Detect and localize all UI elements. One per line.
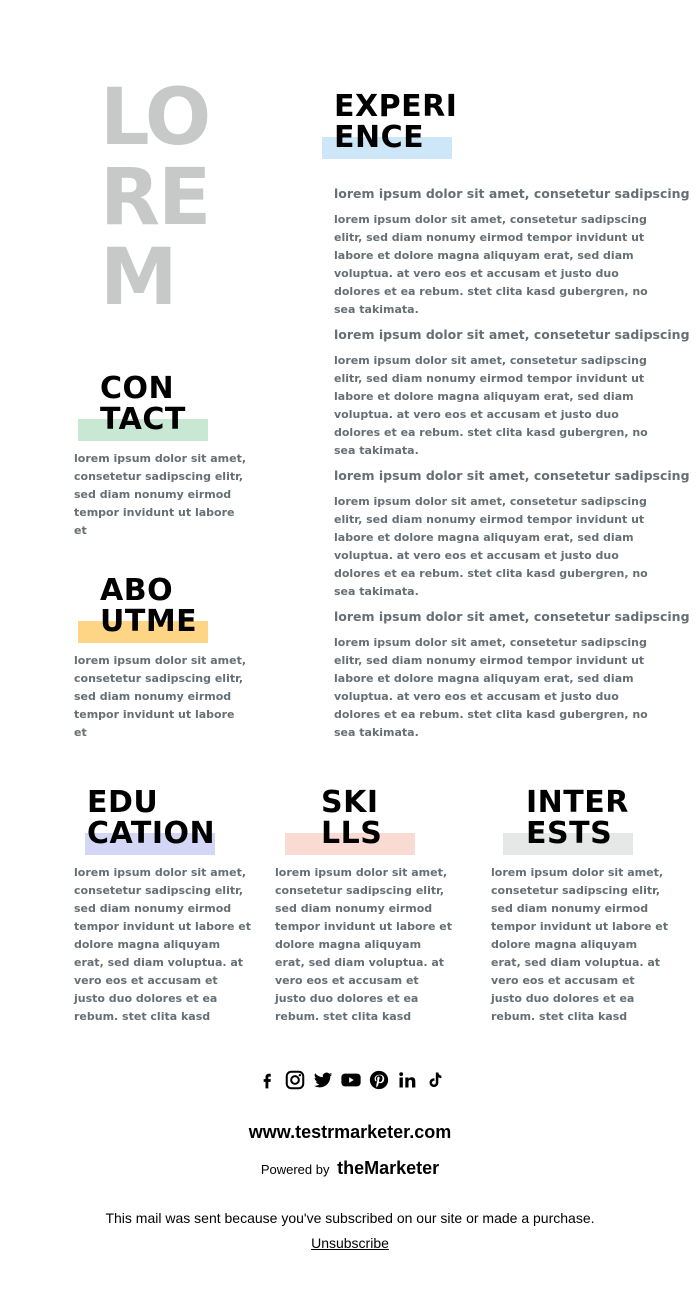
- experience-heading: EXPERI ENCE: [334, 89, 458, 155]
- instagram-icon[interactable]: [284, 1068, 306, 1092]
- unsubscribe-wrap: [0, 1235, 700, 1251]
- contact-body: lorem ipsum dolor sit amet, consetetur sadipscing elitr, sed diam nonumy eirmod tempor invidunt ut labore et: [74, 452, 247, 537]
- education-body: lorem ipsum dolor sit amet, consetetur sadipscing elitr, sed diam nonumy eirmod tempor invidunt ut labore et dolore magna aliquyam erat, sed diam voluptua. at vero eos et accusam et justo duo dolores et ea rebum. stet clita kasd: [74, 866, 252, 1023]
- social-links: [256, 1068, 446, 1092]
- powered-by-label: Powered by: [260, 1162, 330, 1177]
- job-body: lorem ipsum dolor sit amet, consetetur sadipscing elitr, sed diam nonumy eirmod tempor invidunt ut labore et dolore magna aliquyam erat, sed diam voluptua. at vero eos et accusam et justo duo dolores et ea rebum. stet clita kasd gubergren, no sea takimata.: [334, 636, 648, 739]
- job-title: lorem ipsum dolor sit amet, consetetur sadipscing: [334, 609, 690, 624]
- interests-body: lorem ipsum dolor sit amet, consetetur sadipscing elitr, sed diam nonumy eirmod tempor invidunt ut labore et dolore magna aliquyam erat, sed diam voluptua. at vero eos et accusam et justo duo dolores et ea rebum. stet clita kasd: [491, 866, 669, 1023]
- youtube-icon[interactable]: [340, 1068, 362, 1092]
- job-title: lorem ipsum dolor sit amet, consetetur sadipscing: [334, 186, 690, 201]
- job-body: lorem ipsum dolor sit amet, consetetur sadipscing elitr, sed diam nonumy eirmod tempor invidunt ut labore et dolore magna aliquyam erat, sed diam voluptua. at vero eos et accusam et justo duo dolores et ea rebum. stet clita kasd gubergren, no sea takimata.: [334, 354, 648, 457]
- contact-heading: CON TACT: [100, 371, 186, 437]
- about-heading: ABO UTME: [100, 573, 198, 639]
- job-body: lorem ipsum dolor sit amet, consetetur sadipscing elitr, sed diam nonumy eirmod tempor invidunt ut labore et dolore magna aliquyam erat, sed diam voluptua. at vero eos et accusam et justo duo dolores et ea rebum. stet clita kasd gubergren, no sea takimata.: [334, 213, 648, 316]
- facebook-icon[interactable]: [256, 1068, 278, 1092]
- twitter-icon[interactable]: [312, 1068, 334, 1092]
- about-body: lorem ipsum dolor sit amet, consetetur sadipscing elitr, sed diam nonumy eirmod tempor invidunt ut labore et: [74, 654, 247, 739]
- interests-heading: INTER ESTS: [526, 785, 629, 851]
- job-title: lorem ipsum dolor sit amet, consetetur sadipscing: [334, 468, 690, 483]
- powered-by: [0, 1158, 700, 1179]
- skills-heading: SKI LLS: [321, 785, 383, 851]
- tiktok-icon[interactable]: [424, 1068, 446, 1092]
- pinterest-icon[interactable]: [368, 1068, 390, 1092]
- subscription-notice: This mail was sent because you've subscribed on our site or made a purchase.: [105, 1210, 595, 1226]
- website-link[interactable]: www.testrmarketer.com: [248, 1122, 452, 1142]
- job-title: lorem ipsum dolor sit amet, consetetur sadipscing: [334, 327, 690, 342]
- brand-logo[interactable]: theMarketer: [337, 1158, 440, 1178]
- job-body: lorem ipsum dolor sit amet, consetetur sadipscing elitr, sed diam nonumy eirmod tempor invidunt ut labore et dolore magna aliquyam erat, sed diam voluptua. at vero eos et accusam et justo duo dolores et ea rebum. stet clita kasd gubergren, no sea takimata.: [334, 495, 648, 598]
- unsubscribe-link[interactable]: Unsubscribe: [311, 1235, 389, 1251]
- skills-body: lorem ipsum dolor sit amet, consetetur sadipscing elitr, sed diam nonumy eirmod tempor invidunt ut labore et dolore magna aliquyam erat, sed diam voluptua. at vero eos et accusam et justo duo dolores et ea rebum. stet clita kasd: [275, 866, 453, 1023]
- hero-big-word: LO RE M: [100, 73, 210, 323]
- linkedin-icon[interactable]: [396, 1068, 418, 1092]
- education-heading: EDU CATION: [87, 785, 216, 851]
